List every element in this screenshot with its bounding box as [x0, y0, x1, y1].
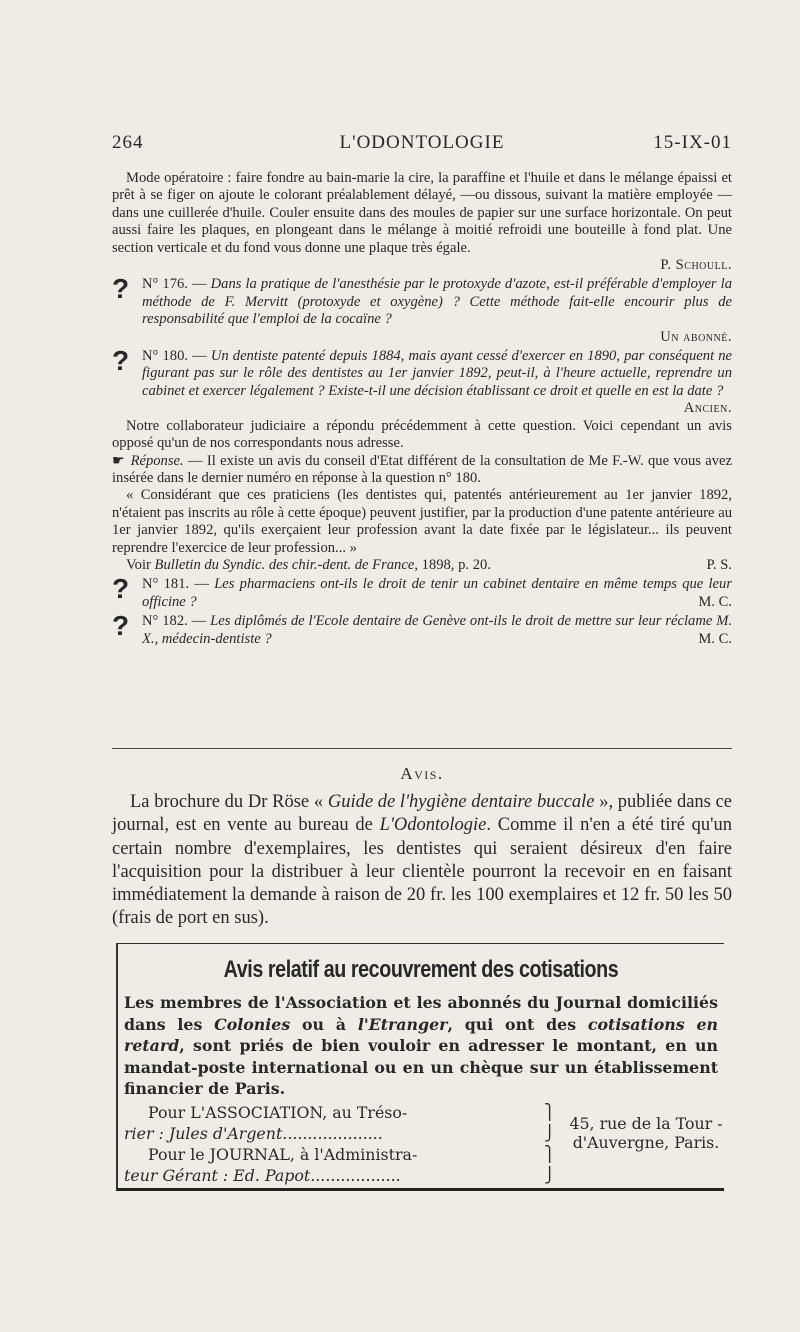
avis-text-a: La brochure du Dr Röse «: [130, 792, 328, 813]
paragraph-voir: [112, 557, 732, 574]
notice-etranger: l'Etranger: [357, 1014, 448, 1034]
voir-bulletin: Bulletin du Syndic. des chir.-dent. de France: [154, 556, 415, 573]
page-number: 264: [112, 132, 144, 153]
notice-title: Avis relatif au recouvrement des cotisations: [223, 956, 619, 983]
office-address: 45, rue de la Tour - d'Auvergne, Paris.: [569, 1113, 723, 1152]
question-176-text: Dans la pratique de l'anesthésie par le protoxyde d'azote, est-il préférable d'employer la méthode de F. Mervitt (protoxyde et oxygène) ? Cette méthode fait-elle encourir plus de responsabilité que l'emploi de la cocaïne ?: [142, 276, 732, 328]
payment-recipients: [124, 1102, 544, 1186]
question-mark-icon: ?: [112, 610, 130, 642]
signature-mc: M. C.: [698, 593, 732, 610]
paragraph-collaborateur: Notre collaborateur judiciaire a répondu précédemment à cette question. Voici cependant un avis opposé qu'un de nos correspondants nous adresse.: [112, 417, 732, 452]
avis-section: [112, 762, 732, 930]
signature-ps: P. S.: [706, 556, 732, 573]
notice-text-c: ou à: [290, 1014, 358, 1034]
question-mark-icon: ?: [112, 345, 130, 377]
question-182-text: Les diplômés de l'Ecole dentaire de Genève ont-ils le droit de mettre sur leur réclame M. X., médecin-dentiste ?: [142, 613, 733, 647]
cotisations-notice-box: [116, 943, 724, 1191]
journal-line-2: teur Gérant : Ed. Papot..................: [124, 1165, 401, 1185]
signature-mc: M. C.: [698, 630, 732, 647]
section-divider: [112, 748, 732, 749]
main-text: [112, 170, 732, 648]
voir-prefix: Voir: [126, 556, 155, 573]
paragraph-method: Mode opératoire : faire fondre au bain-marie la cire, la paraffine et l'huile et dans le mélange épaissi et prêt à se figer on ajoute le colorant préalablement délayé, —ou dissous, suivant la matière employée — dans une cuillerée d'huile. Couler ensuite dans des moules de papier sur une surface horizontale. On peut aussi faire les plaques, en plongeant dans le mélange à moitié refroidi une bouteille à fond plat. Une section verticale et du fond vous donne une plaque très égale.: [112, 170, 732, 256]
notice-text-a: Les membres de l'Association et les abonnés du Journal domiciliés dans les: [124, 993, 718, 1034]
signature-abonne: Un abonné.: [660, 328, 732, 345]
association-line-2: rier : Jules d'Argent....................: [124, 1123, 383, 1143]
question-181-number: N° 181. —: [142, 576, 209, 593]
avis-journal-name: L'Odontologie: [379, 815, 487, 836]
question-176-number: N° 176. —: [142, 276, 207, 293]
journal-line-1: Pour le JOURNAL, à l'Administra-: [148, 1144, 418, 1164]
question-181-text: Les pharmaciens ont-ils le droit de tenir un cabinet dentaire en même temps que leur officine ?: [142, 576, 733, 610]
question-180-text: Un dentiste patenté depuis 1884, mais ayant cessé d'exercer en 1890, par conséquent ne figurant pas sur le rôle des dentistes au 1er janvier 1892, peut-il, à l'heure actuelle, reprendre un cabinet et exercer légalement ? Existe-t-il une décision établissant ce droit et quelle en est la date ?: [142, 348, 732, 399]
notice-retard: cotisations en retard: [124, 1014, 718, 1055]
avis-text-e: . Comme il n'en a été tiré qu'un certain nombre d'exemplaires, les dentistes qui seraient désireux d'en faire l'acquisition pour la distribuer à leur clientèle pourront la recevoir en en faisant immédiatement la demande à raison de 20 fr. les 100 exemplaires et 12 fr. 50 les 50 (frais de port en sus).: [112, 815, 732, 929]
question-182-number: N° 182. —: [142, 613, 207, 630]
reponse-label: Réponse.: [130, 452, 184, 469]
brace-icon: ⎫ ⎭ ⎫ ⎭: [544, 1102, 556, 1184]
question-mark-icon: ?: [112, 273, 130, 305]
signature-schoull: P. Schoull.: [660, 257, 732, 274]
question-181: [112, 573, 733, 611]
notice-text-e: , qui ont des: [447, 1014, 588, 1034]
voir-suffix: , 1898, p. 20.: [414, 556, 491, 573]
avis-guide-title: Guide de l'hygiène dentaire buccale: [327, 792, 595, 813]
payment-addresses: [124, 1102, 723, 1185]
association-line-1: Pour L'ASSOCIATION, au Tréso-: [148, 1102, 408, 1122]
page-header: [112, 132, 732, 160]
journal-title: L'ODONTOLOGIE: [339, 132, 505, 153]
question-180-number: N° 180. —: [142, 348, 207, 365]
pointing-hand-icon: ☛: [112, 453, 125, 469]
avis-text-c: », publiée dans ce journal, est en vente au bureau de: [112, 792, 733, 836]
issue-date: 15-IX-01: [653, 132, 732, 153]
notice-text: [124, 992, 718, 1100]
avis-title: Avis.: [400, 764, 444, 783]
paragraph-reponse: [112, 453, 732, 488]
reponse-text: — Il existe un avis du conseil d'Etat différent de la consultation de Me F.-W. que vous avez insérée dans le dernier numéro en réponse à la question n° 180.: [112, 452, 732, 486]
question-182: [112, 610, 733, 648]
signature-ancien: Ancien.: [683, 400, 732, 417]
question-180: [112, 345, 732, 400]
question-mark-icon: ?: [112, 573, 130, 605]
avis-text: [112, 791, 732, 930]
paragraph-quote: « Considérant que ces praticiens (les dentistes qui, patentés antérieurement au 1er janvier 1892, n'étaient pas inscrits au rôle à cette époque) peuvent justifier, par la production d'une patente antérieure au 1er janvier 1892, qu'ils exerçaient leur profession avant la date fixée par le législateur... ils peuvent reprendre l'exercice de leur profession... »: [112, 487, 732, 556]
notice-text-g: , sont priés de bien vouloir en adresser le montant, en un mandat-poste international ou en un chèque sur un établissement financier de Paris.: [124, 1036, 718, 1098]
question-176: [112, 273, 732, 328]
notice-colonies: Colonies: [214, 1014, 291, 1034]
